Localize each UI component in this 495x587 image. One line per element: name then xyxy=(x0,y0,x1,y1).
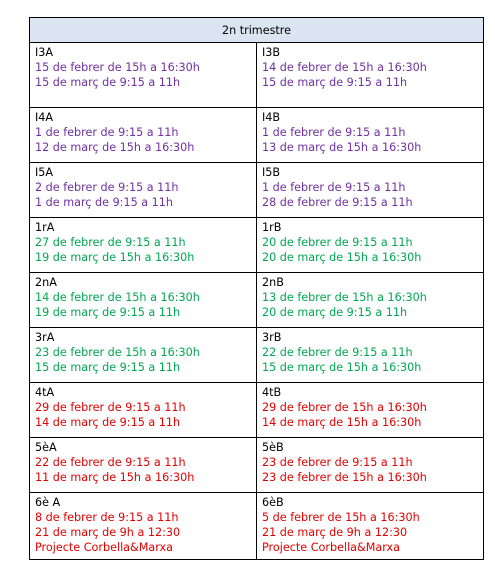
class-label: I5B xyxy=(262,166,281,179)
schedule-line: 19 de març de 9:15 a 11h xyxy=(35,306,181,319)
table-row xyxy=(30,493,484,560)
schedule-line: 15 de març de 9:15 a 11h xyxy=(35,76,181,89)
class-label: 2nB xyxy=(262,276,284,289)
table-row xyxy=(30,218,484,273)
class-label: 4tA xyxy=(35,386,55,399)
table-row xyxy=(30,43,484,108)
table-row xyxy=(30,108,484,163)
class-label: I3B xyxy=(262,46,281,59)
schedule-line: 23 de febrer de 15h a 16:30h xyxy=(35,346,200,359)
class-label: I5A xyxy=(35,166,54,179)
schedule-line: 15 de març de 9:15 a 11h xyxy=(35,361,181,374)
class-label: 3rA xyxy=(35,331,55,344)
schedule-line: 20 de març de 15h a 16:30h xyxy=(262,251,422,264)
class-label: 4tB xyxy=(262,386,282,399)
class-label: 2nA xyxy=(35,276,57,289)
schedule-line: 14 de març de 15h a 16:30h xyxy=(262,416,422,429)
class-label: I3A xyxy=(35,46,54,59)
class-cell xyxy=(30,438,257,493)
header-row xyxy=(30,18,484,43)
schedule-line: 14 de febrer de 15h a 16:30h xyxy=(262,61,427,74)
schedule-line: 13 de març de 15h a 16:30h xyxy=(262,141,422,154)
class-cell xyxy=(30,493,257,560)
schedule-line: 27 de febrer de 9:15 a 11h xyxy=(35,236,186,249)
class-label: I4B xyxy=(262,111,281,124)
schedule-line: 20 de març de 9:15 a 11h xyxy=(262,306,408,319)
schedule-table xyxy=(29,17,484,560)
schedule-line: 29 de febrer de 15h a 16:30h xyxy=(262,401,427,414)
class-label: 6è A xyxy=(35,496,61,509)
schedule-line: 23 de febrer de 9:15 a 11h xyxy=(262,456,413,469)
class-cell xyxy=(30,108,257,163)
schedule-line: 15 de febrer de 15h a 16:30h xyxy=(35,61,200,74)
table-header: 2n trimestre xyxy=(30,18,484,43)
class-cell xyxy=(257,163,484,218)
class-label: 3rB xyxy=(262,331,282,344)
class-cell xyxy=(30,218,257,273)
schedule-line: 14 de febrer de 15h a 16:30h xyxy=(35,291,200,304)
schedule-line: 12 de març de 15h a 16:30h xyxy=(35,141,195,154)
schedule-line: Projecte Corbella&Marxa xyxy=(35,541,174,554)
schedule-line: 1 de febrer de 9:15 a 11h xyxy=(262,181,406,194)
table-row xyxy=(30,163,484,218)
class-label: 5èA xyxy=(35,441,57,454)
schedule-line: 23 de febrer de 15h a 16:30h xyxy=(262,471,427,484)
schedule-line: 22 de febrer de 9:15 a 11h xyxy=(35,456,186,469)
class-label: I4A xyxy=(35,111,54,124)
schedule-line: 15 de març de 15h a 16:30h xyxy=(262,361,422,374)
class-cell xyxy=(257,273,484,328)
class-cell xyxy=(30,383,257,438)
table-row xyxy=(30,383,484,438)
schedule-line: 29 de febrer de 9:15 a 11h xyxy=(35,401,186,414)
schedule-line: 19 de març de 15h a 16:30h xyxy=(35,251,195,264)
schedule-line: 21 de març de 9h a 12:30 xyxy=(35,526,181,539)
class-label: 1rB xyxy=(262,221,282,234)
class-label: 6èB xyxy=(262,496,284,509)
class-cell xyxy=(257,438,484,493)
class-cell xyxy=(30,43,257,108)
schedule-line: 1 de març de 9:15 a 11h xyxy=(35,196,173,209)
class-cell xyxy=(257,493,484,560)
class-cell xyxy=(257,218,484,273)
schedule-line: 1 de febrer de 9:15 a 11h xyxy=(35,126,179,139)
table-row xyxy=(30,328,484,383)
schedule-line: Projecte Corbella&Marxa xyxy=(262,541,401,554)
schedule-line: 8 de febrer de 9:15 a 11h xyxy=(35,511,179,524)
schedule-line: 1 de febrer de 9:15 a 11h xyxy=(262,126,406,139)
class-cell xyxy=(257,328,484,383)
schedule-line: 5 de febrer de 15h a 16:30h xyxy=(262,511,420,524)
schedule-body xyxy=(30,43,484,560)
class-cell xyxy=(257,383,484,438)
class-cell xyxy=(257,108,484,163)
table-row xyxy=(30,273,484,328)
schedule-line: 20 de febrer de 9:15 a 11h xyxy=(262,236,413,249)
schedule-line: 11 de març de 15h a 16:30h xyxy=(35,471,195,484)
class-label: 5èB xyxy=(262,441,284,454)
class-cell xyxy=(30,328,257,383)
schedule-line: 21 de març de 9h a 12:30 xyxy=(262,526,408,539)
class-cell xyxy=(30,163,257,218)
schedule-line: 22 de febrer de 9:15 a 11h xyxy=(262,346,413,359)
class-cell xyxy=(257,43,484,108)
table-row xyxy=(30,438,484,493)
schedule-line: 28 de febrer de 9:15 a 11h xyxy=(262,196,413,209)
schedule-line: 2 de febrer de 9:15 a 11h xyxy=(35,181,179,194)
class-label: 1rA xyxy=(35,221,55,234)
class-cell xyxy=(30,273,257,328)
schedule-line: 14 de març de 9:15 a 11h xyxy=(35,416,181,429)
schedule-line: 15 de març de 9:15 a 11h xyxy=(262,76,408,89)
schedule-line: 13 de febrer de 15h a 16:30h xyxy=(262,291,427,304)
